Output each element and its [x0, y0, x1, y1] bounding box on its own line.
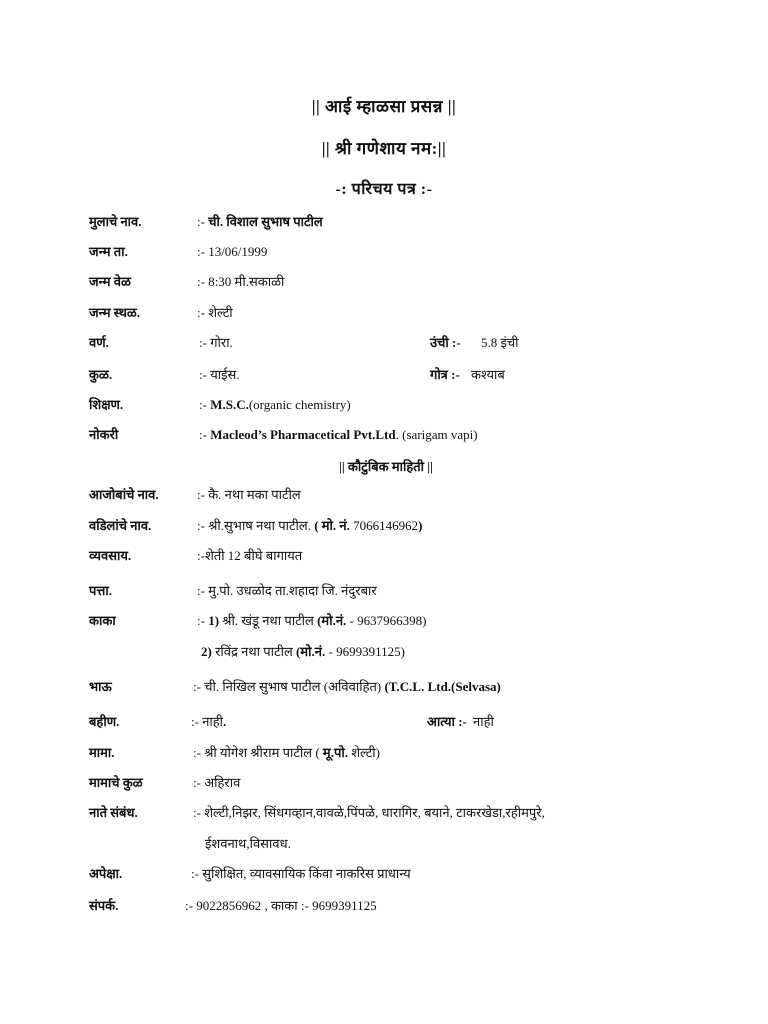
value-dob: :- 13/06/1999: [197, 244, 268, 259]
uncle-2-phone: - 9699391125): [325, 644, 405, 659]
label-brother: भाऊ: [89, 679, 112, 694]
phone-label: ( मो. नं.: [314, 518, 350, 533]
phone-label: (मो.नं.: [296, 644, 326, 659]
label-gotra: गोत्र :-: [430, 367, 460, 382]
label-education: शिक्षण.: [89, 397, 124, 412]
name-text: ची. विशाल सुभाष पाटील: [208, 214, 323, 229]
label-expectation: अपेक्षा.: [89, 866, 123, 881]
row-tob: [0, 271, 768, 293]
phone-close-paren: ): [418, 518, 423, 533]
row-relations: [0, 802, 768, 824]
value-maternal-kul: :- अहिराव: [193, 775, 241, 790]
value-complexion: :- गोरा.: [199, 335, 233, 350]
list-number: 2): [201, 644, 212, 659]
label-address: पत्ता.: [89, 583, 112, 598]
maternal-uncle-name: :- श्री योगेश श्रीराम पाटील (: [193, 745, 323, 760]
value-father: [197, 515, 422, 537]
row-sister-aunt: [0, 711, 768, 733]
degree-text: M.S.C.: [210, 397, 249, 412]
label-maternal-uncle: मामा.: [89, 745, 115, 760]
label-complexion: वर्ण.: [89, 335, 109, 350]
row-contact: [0, 895, 768, 917]
value-relations-line1: :- शेल्टी,निझर, सिंधगव्हान,वावळे,पिंपळे, धारागिर, बयाने, टाकरखेडा,रहीमपुरे,: [193, 805, 545, 820]
value-name: [197, 211, 323, 233]
row-kul-gotra: [0, 364, 768, 386]
phone-label: (मो.नं.: [317, 613, 347, 628]
section-heading-family-info: || कौटुंबिक माहिती ||: [338, 459, 434, 474]
value-kul: :- याईस.: [199, 367, 240, 382]
value-maternal-uncle: [193, 742, 380, 764]
row-education: [0, 394, 768, 416]
separator: :-: [199, 427, 211, 442]
sister-text: :- नाही: [191, 714, 224, 729]
value-gotra: कश्याब: [471, 367, 505, 382]
father-name-text: :- श्री.सुभाष नथा पाटील.: [197, 518, 315, 533]
maternal-uncle-village: शेल्टी): [347, 745, 380, 760]
value-brother: [193, 676, 501, 698]
uncle-1-phone: - 9637966398): [346, 613, 427, 628]
row-dob: [0, 241, 768, 263]
value-uncle-1: [197, 610, 426, 632]
value-address: :- मु.पो. उधळोद ता.शहादा जि. नंदुरबार: [197, 583, 377, 598]
header-invocation-ganesh: || श्री गणेशाय नम:||: [321, 139, 447, 158]
label-father: वडिलांचे नाव.: [89, 518, 152, 533]
value-relations-line2: ईशवनाथ,विसावध.: [205, 836, 291, 851]
label-occupation: व्यवसाय.: [89, 548, 132, 563]
value-tob: :- 8:30 मी.सकाळी: [197, 274, 285, 289]
value-pob: :- शेल्टी: [197, 305, 233, 320]
separator: :-: [199, 397, 211, 412]
label-relations: नाते संबंध.: [89, 805, 138, 820]
row-maternal-uncle: [0, 742, 768, 764]
post-abbrev: मू.पो.: [322, 745, 348, 760]
row-complexion-height: [0, 332, 768, 354]
label-uncle: काका: [89, 613, 116, 628]
separator: :-: [197, 613, 209, 628]
value-job: [199, 424, 478, 446]
row-brother: [0, 676, 768, 698]
brother-name-text: :- ची. निखिल सुभाष पाटील (अविवाहित): [193, 679, 385, 694]
value-expectation: :- सुशिक्षित, व्यावसायिक किंवा नाकरिस प्राधान्य: [191, 866, 411, 881]
label-maternal-kul: मामाचे कुळ: [89, 775, 143, 790]
row-name: [0, 211, 768, 233]
header-invocation-mhalsa: || आई म्हाळसा प्रसन्न ||: [311, 97, 457, 116]
row-address: [0, 580, 768, 602]
brother-company-text: (T.C.L. Ltd.(Selvasa): [384, 679, 501, 694]
label-contact: संपर्क.: [89, 898, 119, 913]
row-expectation: [0, 863, 768, 885]
value-occupation: :-शेती 12 बीघे बागायत: [197, 548, 303, 563]
label-sister: बहीण.: [89, 714, 120, 729]
company-text: Macleod’s Pharmacetical Pvt.Ltd: [210, 427, 396, 442]
label-tob: जन्म वेळ: [89, 274, 131, 289]
value-grandfather: :- कै. नथा मका पाटील: [197, 487, 301, 502]
row-uncle-2: [0, 641, 768, 663]
row-occupation: [0, 545, 768, 567]
value-sister: [191, 711, 226, 733]
value-uncle-2: [201, 641, 405, 663]
row-maternal-kul: [0, 772, 768, 794]
row-relations-continued: [0, 833, 768, 855]
value-height: 5.8 इंची: [481, 335, 519, 350]
row-grandfather: [0, 484, 768, 506]
label-aunt: आत्या :-: [427, 714, 467, 729]
label-grandfather: आजोबांचे नाव.: [89, 487, 159, 502]
label-job: नोकरी: [89, 427, 119, 442]
sister-dot: .: [223, 714, 227, 729]
uncle-1-name: श्री. खंडू नथा पाटील: [219, 613, 318, 628]
label-height: उंची :-: [430, 335, 461, 350]
list-number: 1): [208, 613, 220, 628]
label-kul: कुळ.: [89, 367, 113, 382]
row-uncle-1: [0, 610, 768, 632]
value-contact: :- 9022856962 , काका :- 9699391125: [185, 898, 377, 913]
father-phone-text: 7066146962: [349, 518, 419, 533]
row-pob: [0, 302, 768, 324]
document-title: -: परिचय पत्र :-: [335, 181, 433, 198]
separator: :-: [197, 214, 209, 229]
subject-text: (organic chemistry): [248, 397, 351, 412]
label-dob: जन्म ता.: [89, 244, 128, 259]
row-father: [0, 515, 768, 537]
value-education: [199, 394, 351, 416]
uncle-2-name: रविंद्र नथा पाटील: [211, 644, 297, 659]
label-name: मुलाचे नाव.: [89, 214, 142, 229]
row-job: [0, 424, 768, 446]
job-location-text: . (sarigam vapi): [395, 427, 478, 442]
value-aunt: नाही: [473, 714, 494, 729]
label-pob: जन्म स्थळ.: [89, 305, 141, 320]
